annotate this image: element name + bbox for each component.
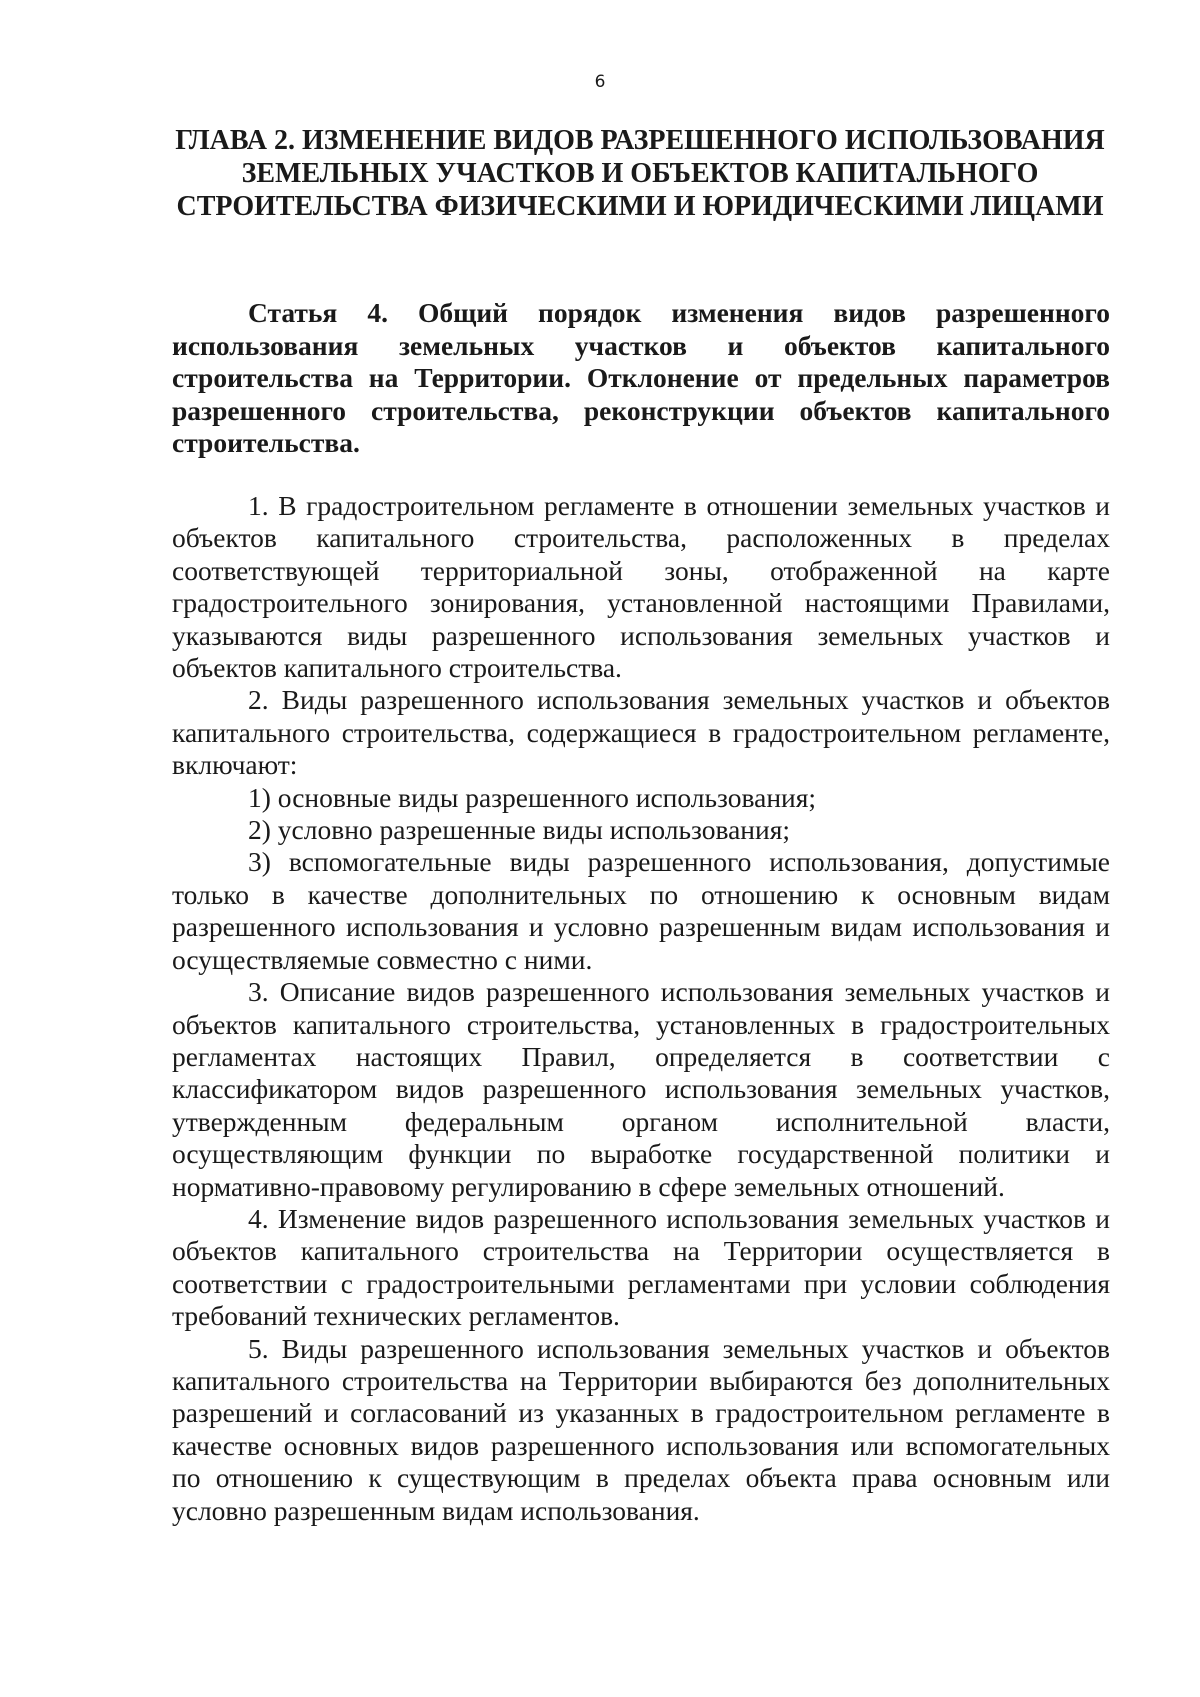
paragraph-2: 2. Виды разрешенного использования земельных участков и объектов капитального строительства, содержащиеся в градостроительном регламенте, включают: xyxy=(172,684,1110,781)
list-item-3: 3) вспомогательные виды разрешенного использования, допустимые только в качестве дополнительных по отношению к основным видам разрешенного использования и условно разрешенным видам использования и осуществляемые совместно с ними. xyxy=(172,846,1110,975)
paragraph-5: 5. Виды разрешенного использования земельных участков и объектов капитального строительства на Территории выбираются без дополнительных разрешений и согласований из указанных в градостроительном регламенте в качестве основных видов разрешенного использования или вспомогательных по отношению к существующим в пределах объекта права основным или условно разрешенным видам использования. xyxy=(172,1332,1110,1526)
article-body xyxy=(172,490,1110,1527)
paragraph-1: 1. В градостроительном регламенте в отношении земельных участков и объектов капитального строительства, расположенных в пределах соответствующей территориальной зоны, отображенной на карте градостроительного зонирования, установленной настоящими Правилами, указываются виды разрешенного использования земельных участков и объектов капитального строительства. xyxy=(172,490,1110,684)
article-title: Статья 4. Общий порядок изменения видов разрешенного использования земельных участков и объектов капитального строительства на Территории. Отклонение от предельных параметров разрешенного строительства, реконструкции объектов капитального строительства. xyxy=(172,297,1110,458)
paragraph-3: 3. Описание видов разрешенного использования земельных участков и объектов капитального строительства, установленных в градостроительных регламентах настоящих Правил, определяется в соответствии с классификатором видов разрешенного использования земельных участков, утвержденным федеральным органом исполнительной власти, осуществляющим функции по выработке государственной политики и нормативно-правовому регулированию в сфере земельных отношений. xyxy=(172,976,1110,1202)
paragraph-4: 4. Изменение видов разрешенного использования земельных участков и объектов капитального строительства на Территории осуществляется в соответствии с градостроительными регламентами при условии соблюдения требований технических регламентов. xyxy=(172,1202,1110,1332)
list-item-1: 1) основные виды разрешенного использования; xyxy=(248,781,817,813)
list-item-2: 2) условно разрешенные виды использования; xyxy=(248,814,791,846)
page-number: 6 xyxy=(594,72,606,92)
chapter-title: ГЛАВА 2. ИЗМЕНЕНИЕ ВИДОВ РАЗРЕШЕННОГО ИСПОЛЬЗОВАНИЯ ЗЕМЕЛЬНЫХ УЧАСТКОВ И ОБЪЕКТОВ КАПИТАЛЬНОГО СТРОИТЕЛЬСТВА ФИЗИЧЕСКИМИ И ЮРИДИЧЕСКИМИ ЛИЦАМИ xyxy=(175,125,1105,222)
